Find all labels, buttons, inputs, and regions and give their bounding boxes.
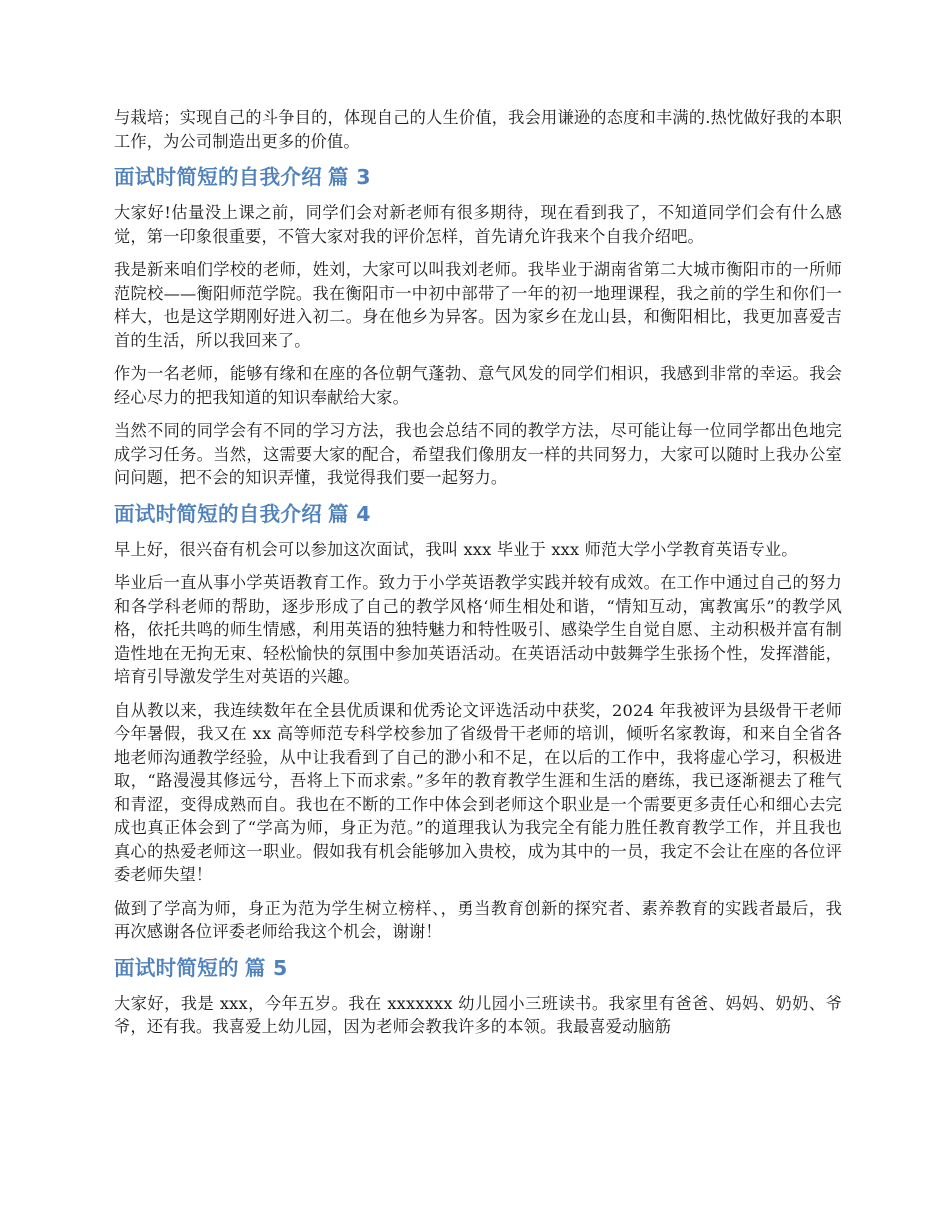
heading-title: 面试时简短的自我介绍: [114, 165, 322, 189]
heading-number: 篇 4: [328, 501, 371, 526]
section-heading: [114, 500, 842, 528]
paragraph: 当然不同的同学会有不同的学习方法，我也会总结不同的教学方法，尽可能让每一位同学都出色地完成学习任务。当然，这需要大家的配合，希望我们像朋友一样的共同努力，大家可以随时上我办公室问问题，把不会的知识弄懂，我觉得我们要一起努力。: [114, 421, 842, 487]
paragraph: 我是新来咱们学校的老师，姓刘，大家可以叫我刘老师。我毕业于湖南省第二大城市衡阳市的一所师范院校——衡阳师范学院。我在衡阳市一中初中部带了一年的初一地理课程，我之前的学生和你们一样大，也是这学期刚好进入初二。身在他乡为异客。因为家乡在龙山县，和衡阳相比，我更加喜爱吉首的生活，所以我回来了。: [114, 260, 842, 350]
heading-number: 篇 5: [244, 955, 288, 980]
paragraph: 自从教以来，我连续数年在全县优质课和优秀论文评选活动中获奖，2024 年我被评为县级骨干老师今年暑假，我又在 xx 高等师范专科学校参加了省级骨干老师的培训，倾听名家教诲，和来自全省各地老师沟通教学经验，从中让我看到了自己的渺小和不足，在以后的工作中，我将虚心学习，积极进取，“路漫漫其修远兮，吾将上下而求索。”多年的教育教学生涯和生活的磨练，我已逐渐褪去了稚气和青涩，变得成熟而自。我也在不断的工作中体会到老师这个职业是一个需要更多责任心和细心去完成也真正体会到了“学高为师，身正为范。”的道理我认为我完全有能力胜任教育教学工作，并且我也真心的热爱老师这一职业。假如我有机会能够加入贵校，成为其中的一员，我定不会让在座的各位评委老师失望！: [114, 700, 842, 884]
paragraph: 作为一名老师，能够有缘和在座的各位朝气蓬勃、意气风发的同学们相识，我感到非常的幸运。我会经心尽力的把我知道的知识奉献给大家。: [114, 364, 842, 407]
paragraph: 做到了学高为师，身正为范为学生树立榜样、，勇当教育创新的探究者、素养教育的实践者最后，我再次感谢各位评委老师给我这个机会，谢谢！: [114, 898, 842, 941]
paragraph: 早上好，很兴奋有机会可以参加这次面试，我叫 xxx 毕业于 xxx 师范大学小学教育英语专业。: [114, 539, 798, 559]
document-body: [114, 106, 842, 1049]
paragraph: 大家好!估量没上课之前，同学们会对新老师有很多期待，现在看到我了，不知道同学们会有什么感觉，第一印象很重要，不管大家对我的评价怎样，首先请允许我来个自我介绍吧。: [114, 203, 842, 246]
paragraph: 大家好，我是 xxx，今年五岁。我在 xxxxxxx 幼儿园小三班读书。我家里有爸爸、妈妈、奶奶、爷爷，还有我。我喜爱上幼儿园，因为老师会教我许多的本领。我最喜爱动脑筋: [114, 993, 842, 1036]
section-heading: [114, 163, 842, 191]
heading-title: 面试时简短的自我介绍: [114, 501, 322, 526]
paragraph: 与栽培；实现自己的斗争目的，体现自己的人生价值，我会用谦逊的态度和丰满的.热忱做好我的本职工作，为公司制造出更多的价值。: [114, 108, 842, 151]
heading-number: 篇 3: [328, 165, 371, 189]
section-heading: [114, 954, 842, 982]
paragraph: 毕业后一直从事小学英语教育工作。致力于小学英语教学实践并较有成效。在工作中通过自己的努力和各学科老师的帮助，逐步形成了自己的教学风格‘师生相处和谐，“情知互动，寓教寓乐”的教学风格，依托共鸣的师生情感，利用英语的独特魅力和特性吸引、感染学生自觉自愿、主动积极并富有制造性地在无拘无束、轻松愉快的氛围中参加英语活动。在英语活动中鼓舞学生张扬个性，发挥潜能，培育引导激发学生对英语的兴趣。: [114, 573, 842, 686]
heading-title: 面试时简短的: [114, 955, 239, 980]
